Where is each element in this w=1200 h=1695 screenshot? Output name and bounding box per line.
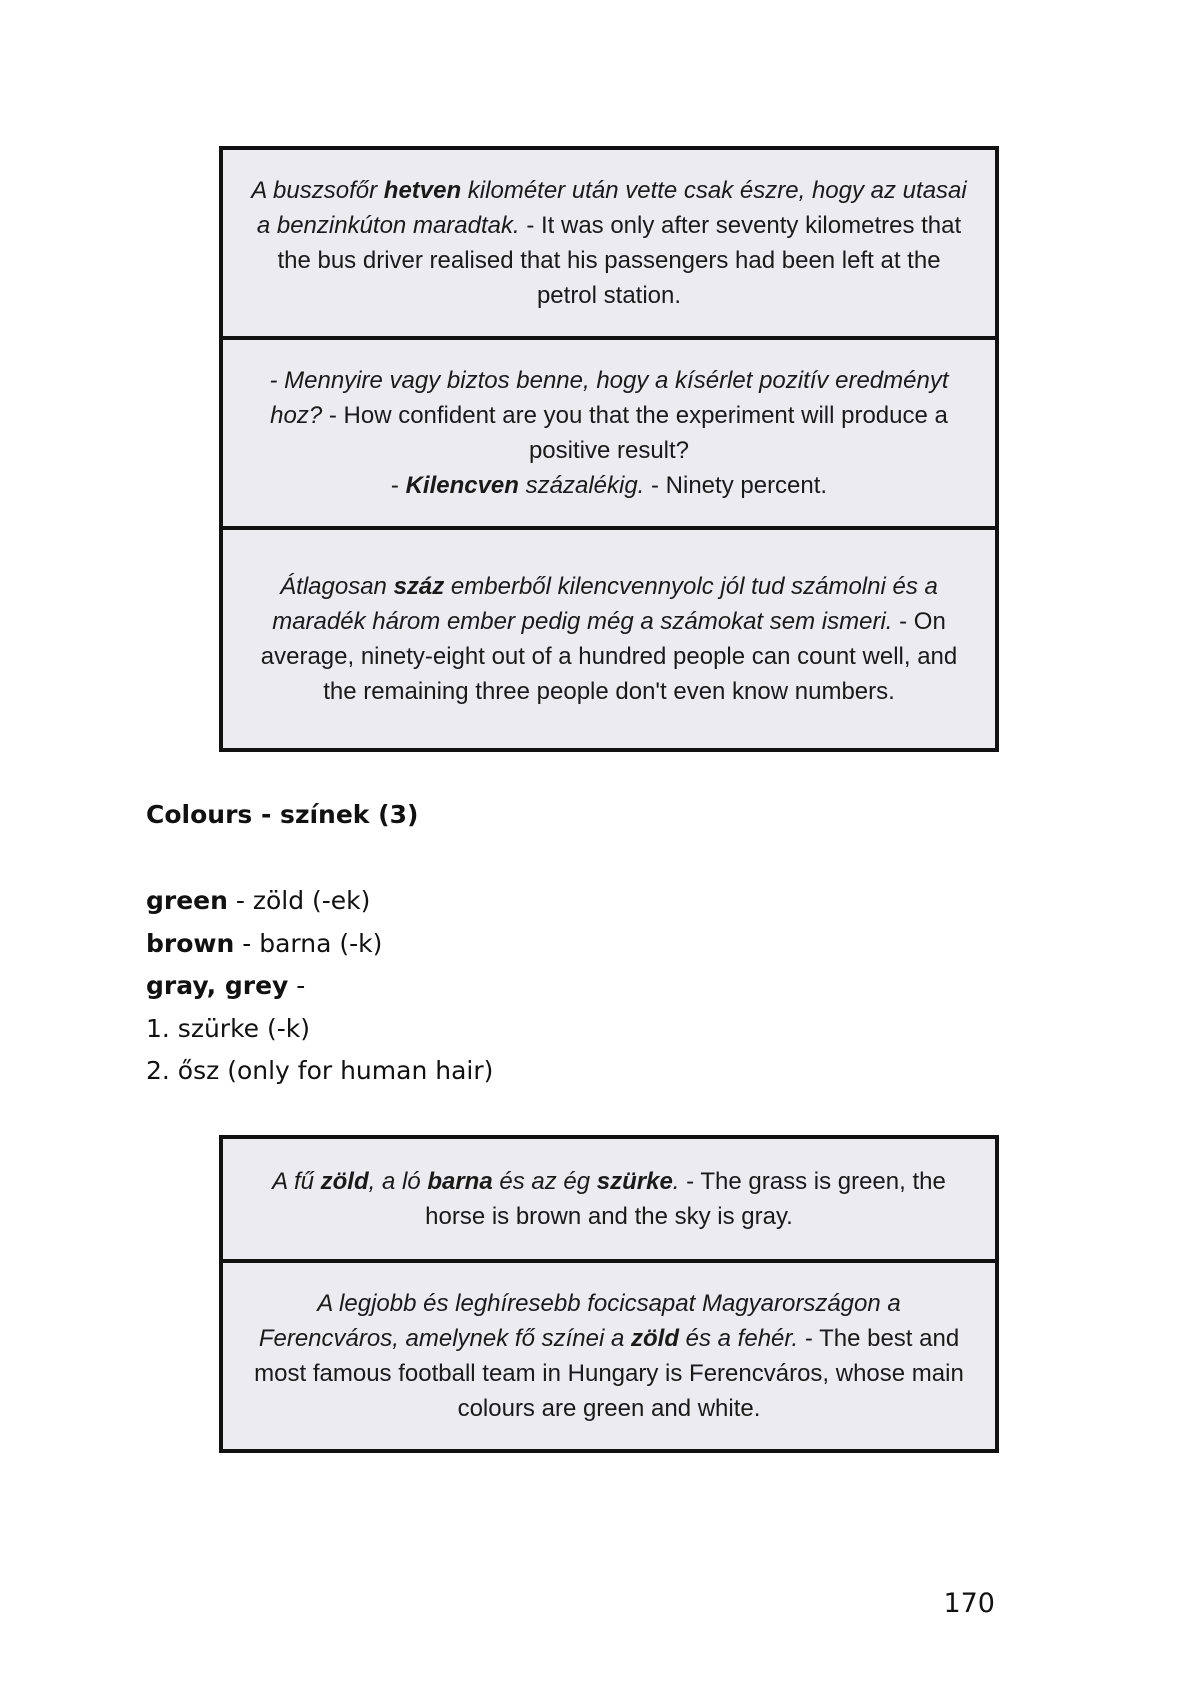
highlight-word: száz xyxy=(393,573,445,600)
vocab-subitem: 1. szürke (-k) xyxy=(146,1013,310,1043)
highlight-word: zöld xyxy=(630,1325,679,1352)
translation: - On average, ninety-eight out of a hundred people can count well, and the remaining three people don't even know numbers. xyxy=(260,608,958,705)
vocab-item: green - zöld (-ek) xyxy=(146,886,371,915)
translation: - The grass is green, the horse is brown and the sky is gray. xyxy=(425,1168,946,1230)
translation: - How confident are you that the experiment will produce a positive result? xyxy=(322,402,948,464)
example-row xyxy=(223,150,995,336)
highlight-word: barna xyxy=(427,1168,493,1195)
example-row xyxy=(223,1139,995,1259)
highlight-word: szürke xyxy=(596,1168,673,1195)
example-table-colours xyxy=(219,1135,999,1453)
example-dialogue: - Mennyire vagy biztos benne, hogy a kísérlet pozitív eredményt hoz? - How confident are you that the experiment will produce a positive result? - Kilencven százalékig. - Ninety percent. xyxy=(269,367,949,499)
highlight-word: Kilencven xyxy=(405,472,519,499)
highlight-word: zöld xyxy=(320,1168,369,1195)
vocab-item: gray, grey - xyxy=(146,971,306,1000)
page-number: 170 xyxy=(943,1588,995,1619)
translation: - It was only after seventy kilometres that the bus driver realised that his passengers had been left at the petrol station. xyxy=(277,212,962,309)
translation: - Ninety percent. xyxy=(644,472,828,499)
example-row xyxy=(223,336,995,526)
example-sentence: A fű zöld, a ló barna és az ég szürke. - The grass is green, the horse is brown and the sky is gray. xyxy=(272,1168,946,1230)
example-sentence: Átlagosan száz emberből kilencvennyolc jól tud számolni és a maradék három ember pedig még a számokat sem ismeri. - On average, ninety-eight out of a hundred people can count well, and the remaining three people don't even know numbers. xyxy=(260,573,958,705)
vocab-list xyxy=(146,880,493,1093)
example-row xyxy=(223,526,995,748)
highlight-word: hetven xyxy=(383,177,462,204)
vocab-subitem: 2. ősz (only for human hair) xyxy=(146,1056,494,1085)
section-title: Colours - színek (3) xyxy=(146,800,419,829)
example-row xyxy=(223,1259,995,1449)
example-table-numbers xyxy=(219,146,999,752)
example-sentence: A legjobb és leghíresebb focicsapat Magyarországon a Ferencváros, amelynek fő színei a zöld és a fehér. - The best and most famous football team in Hungary is Ferencváros, whose main colours are green and white. xyxy=(254,1290,964,1422)
example-sentence: A buszsofőr hetven kilométer után vette csak észre, hogy az utasai a benzinkúton maradtak. - It was only after seventy kilometres that the bus driver realised that his passengers had been left at the petrol station. xyxy=(251,177,967,309)
translation: - The best and most famous football team in Hungary is Ferencváros, whose main colours are green and white. xyxy=(254,1325,964,1422)
vocab-item: brown - barna (-k) xyxy=(146,928,383,958)
